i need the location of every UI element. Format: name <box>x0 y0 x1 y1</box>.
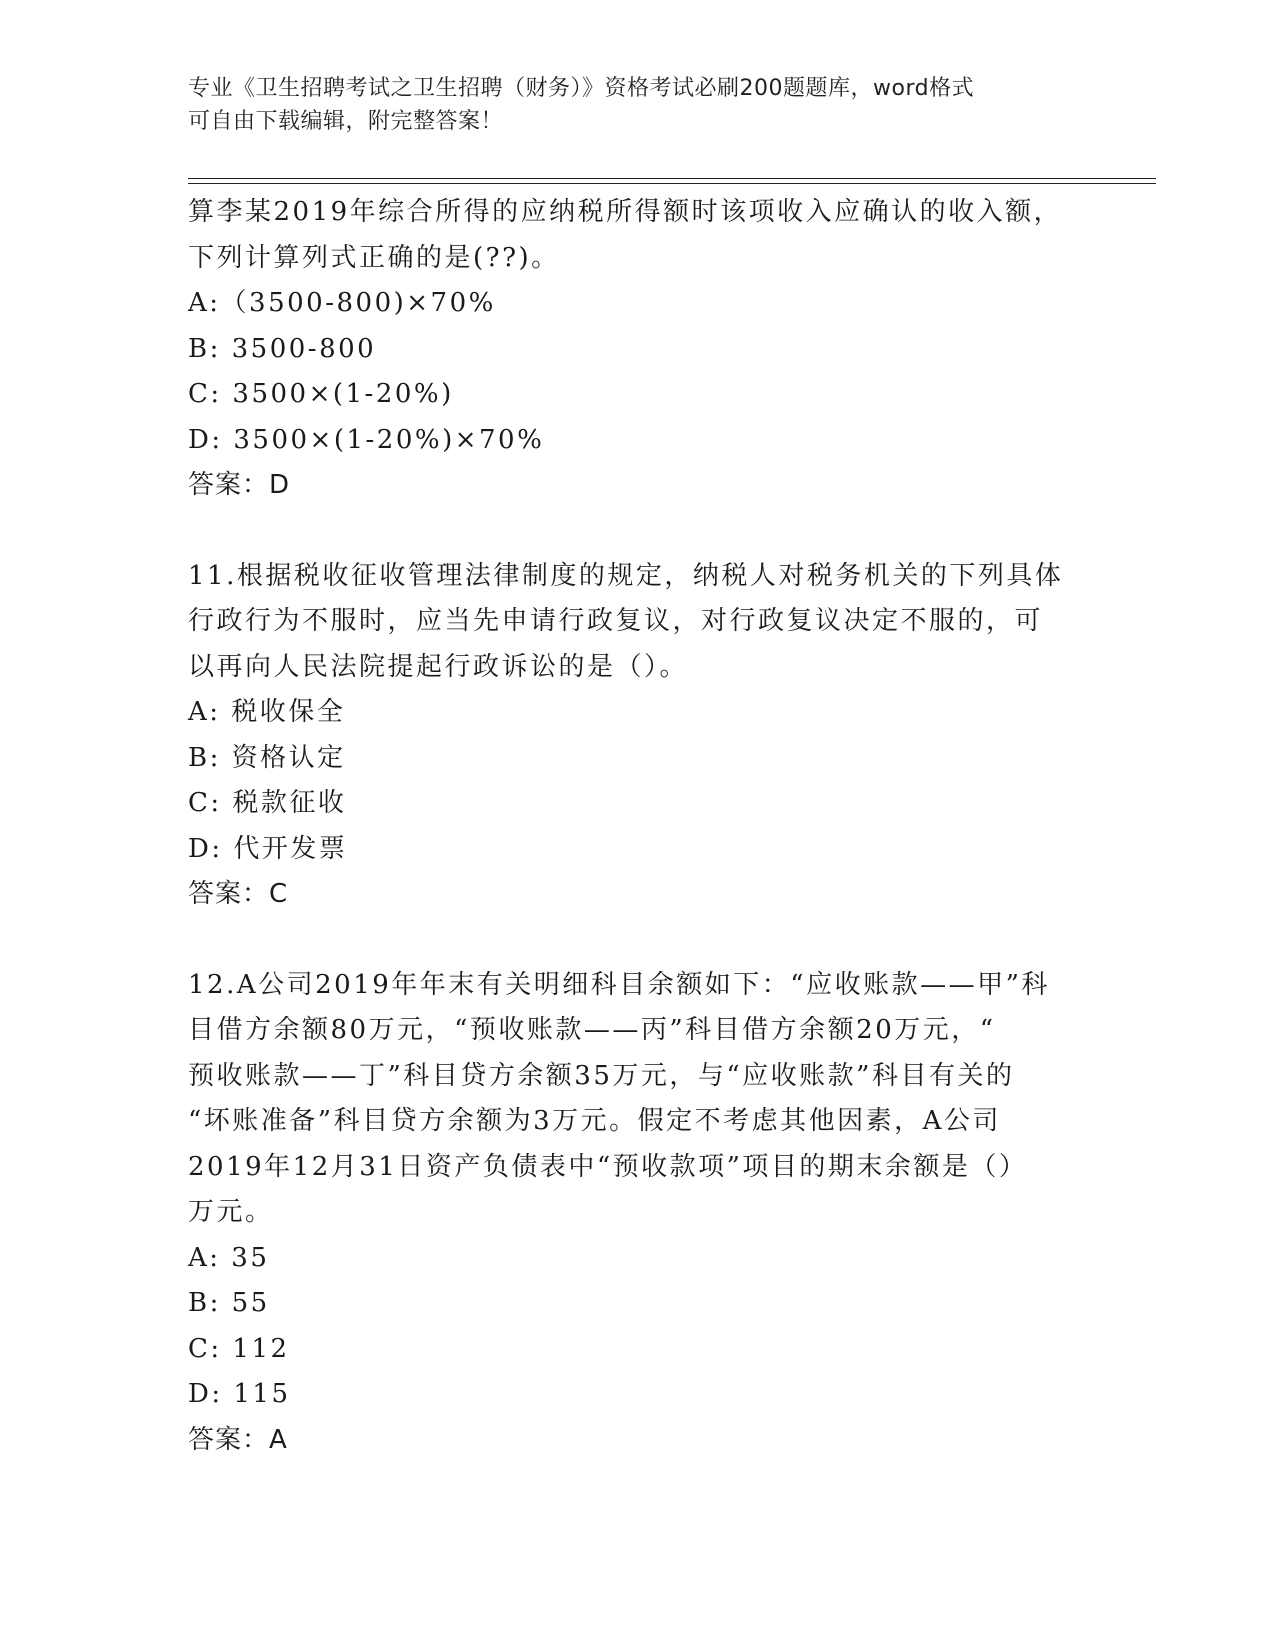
option-d: D: 代开发票 <box>188 833 348 864</box>
question-stem-line: 11.根据税收征收管理法律制度的规定，纳税人对税务机关的下列具体 <box>188 560 1064 591</box>
question-12 <box>188 963 1088 1464</box>
option-c: C: 税款征收 <box>188 788 347 818</box>
option-a: A: 35 <box>188 1242 270 1273</box>
question-stem-line: 行政行为不服时，应当先申请行政复议，对行政复议决定不服的，可 <box>188 606 1044 636</box>
question-10 <box>188 190 1088 509</box>
spacer <box>188 509 1088 554</box>
question-stem-line: 目借方余额80万元，“预收账款——丙”科目借方余额20万元，“ <box>188 1015 996 1045</box>
option-b: B: 资格认定 <box>188 742 346 773</box>
option-c: C: 112 <box>188 1333 290 1364</box>
document-header <box>188 72 1088 138</box>
question-stem-line: “坏账准备”科目贷方余额为3万元。假定不考虑其他因素，A公司 <box>188 1106 1001 1136</box>
header-line-2: 可自由下载编辑，附完整答案！ <box>188 109 504 134</box>
question-stem-line: 万元。 <box>188 1197 274 1227</box>
option-b: B: 3500-800 <box>188 333 377 364</box>
option-b: B: 55 <box>188 1288 270 1318</box>
header-divider-bottom <box>188 183 1156 184</box>
question-stem-line: 下列计算列式正确的是(??)。 <box>188 242 560 273</box>
option-c: C: 3500×(1-20%) <box>188 379 454 409</box>
option-d: D: 115 <box>188 1379 291 1409</box>
answer-line: 答案：A <box>188 1424 288 1455</box>
question-stem-line: 预收账款——丁”科目贷方余额35万元，与“应收账款”科目有关的 <box>188 1060 1015 1091</box>
header-divider-top <box>188 178 1156 179</box>
question-stem-line: 2019年12月31日资产负债表中“预收款项”项目的期末余额是（） <box>188 1151 1028 1182</box>
answer-line: 答案：C <box>188 879 289 909</box>
question-stem-line: 12.A公司2019年年末有关明细科目余额如下：“应收账款——甲”科 <box>188 969 1050 1000</box>
question-11 <box>188 554 1088 918</box>
answer-line: 答案：D <box>188 470 291 500</box>
header-line-1: 专业《卫生招聘考试之卫生招聘（财务）》资格考试必刷200题题库，word格式 <box>188 76 975 101</box>
option-a: A: 税收保全 <box>188 697 346 727</box>
spacer <box>188 918 1088 963</box>
option-a: A:（3500-800)×70% <box>188 288 496 318</box>
question-stem-line: 算李某2019年综合所得的应纳税所得额时该项收入应确认的收入额， <box>188 197 1063 227</box>
question-stem-line: 以再向人民法院提起行政诉讼的是（）。 <box>188 651 689 682</box>
question-list <box>188 190 1088 1463</box>
option-d: D: 3500×(1-20%)×70% <box>188 424 545 455</box>
